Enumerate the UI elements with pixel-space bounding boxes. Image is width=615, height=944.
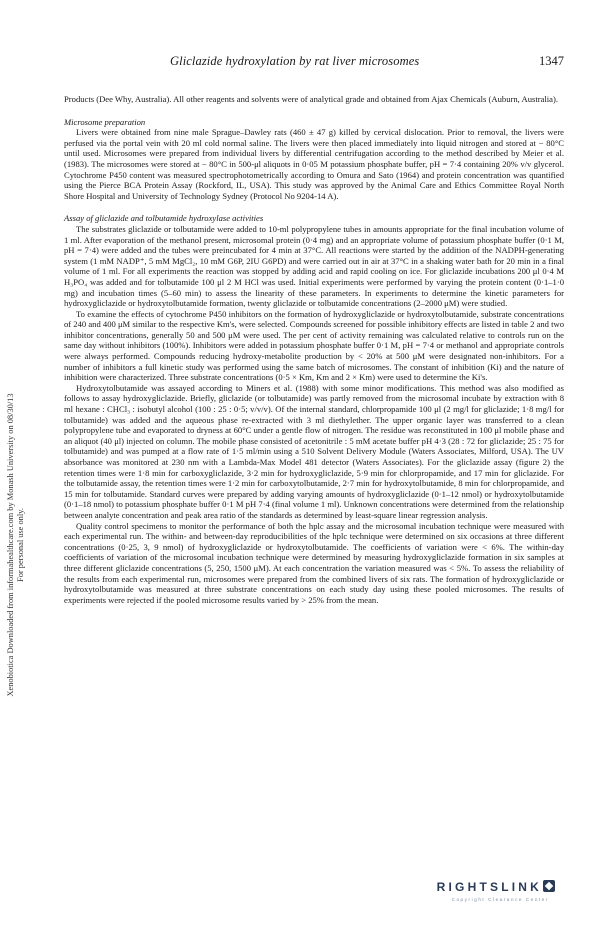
heading-microsome-preparation: Microsome preparation (64, 116, 146, 127)
running-title: Gliclazide hydroxylation by rat liver microsomes (170, 54, 420, 68)
rightslink-tagline: Copyright Clearance Center (451, 897, 549, 902)
rightslink-logo-text: RIGHTSLINK (436, 880, 542, 894)
rightslink-mark-icon (543, 880, 555, 892)
paragraph-microsome: Livers were obtained from nine male Sprague–Dawley rats (460 ± 47 g) killed by cervical dislocation. Prior to removal, the livers were perfused via the portal vein with 20 ml cold normal saline. The livers were then placed immediately into liquid nitrogen and stored at − 80°C until used. Microsomes were prepared from individual livers by differential centrifugation according to the method described by Meier et al. (1983). The microsomes were stored at − 80°C in 500-μl aliquots in 0·05 M potassium phosphate buffer, pH = 7·4 containing 20% v/v glycerol. Cytochrome P450 content was measured spectrophotometrically according to Omura and Sato (1964) and protein concentration was quantified using the Pierce BCA Protein Assay (Rockford, IL, USA). This study was approved by the Animal Care and Ethics Committee Royal North Shore Hospital and University of Technology Sydney (Protocol No 9204-14 A). (64, 127, 564, 201)
page-header (64, 54, 564, 70)
download-watermark (6, 280, 26, 810)
watermark-line-2: For personal use only. (16, 508, 25, 582)
paragraph-assay-1: The substrates gliclazide or tolbutamide were added to 10-ml polypropylene tubes in amounts appropriate for the final incubation volume of 1 ml. After evaporation of the methanol present, microsomal protein (0·4 mg) and an appropriate volume of potassium phosphate buffer (0·1 M, pH = 7·4) were added and the tubes were preincubated for 4 min at 37°C. All reactions were started by the addition of the NADPH-generating system (1 mM NADP⁺, 5 mM MgCl₂, 10 mM G6P, 2IU G6PD) and were carried out in air at 37°C in a shaking water bath for 20 min in a final volume of 1 ml. For all experiments the reaction was stopped by adding acid and rapid cooling on ice. For gliclazide incubations 200 μl 0·4 M H₃PO₄ was added and for tolbutamide 100 μl 2 M HCl was used. Initial experiments were performed by varying the protein content (0·1–1·0 mg) and incubation times (5–60 min) to assess the linearity of these parameters. In experiments to determine the kinetic parameters for hydroxygliclazide or hydroxytolbutamide formation, twenty gliclazide or tolbutamide concentrations (2–2000 μM) were studied. (64, 223, 564, 309)
watermark-line-1: Xenobiotica Downloaded from informahealthcare.com by Monash University on 08/30/13 (6, 393, 15, 697)
page-number: 1347 (539, 54, 564, 68)
paragraph-products: Products (Dee Why, Australia). All other reagents and solvents were of analytical grade and obtained from Ajax Chemicals (Auburn, Australia). (64, 94, 558, 104)
heading-assay: Assay of gliclazide and tolbutamide hydroxylase activities (64, 213, 264, 224)
rightslink-logo[interactable] (437, 880, 555, 894)
paragraph-assay-4: Quality control specimens to monitor the performance of both the hplc assay and the microsomal incubation technique were measured with each experimental run. The within- and between-day reproducibilities of the hplc technique were determined on six occasions at three different concentrations (0·25, 3, 9 nmol) of hydroxygliclazide or hydroxytolbutamide. The coefficients of variation were < 6%. The within-day coefficients of variation of the microsomal incubation technique were determined by measuring hydroxygliclazide formation in six samples at three different gliclazide concentrations (5, 250, 1500 μM). At each concentration the variation measured was < 5%. To assess the reliability of the results from each experimental run, microsomes were prepared from the combined livers of six rats. The formation of hydroxygliclazide or hydroxytolbutamide was measured at three substrate concentrations on each study day using these pooled microsomes. The results of experiments were rejected if the pooled microsome results varied by > 25% from the mean. (64, 520, 564, 605)
paragraph-assay-3: Hydroxytolbutamide was assayed according to Miners et al. (1988) with some minor modifications. This method was also modified as follows to assay hydroxygliclazide. Briefly, gliclazide (or tolbutamide) was partly removed from the microsomal incubate by extraction with 8 ml hexane : CHCl₃ : isobutyl alcohol (100 : 25 : 0·5; v/v/v). Of the internal standard, chlorpropamide 100 μl (2 mg/l for gliclazide; 1·8 mg/l for tolbutamide) was added and the aqueous phase re-extracted with 3 ml diethylether. The upper organic layer was transferred to a clean polypropylene tube and evaporated to dryness at 60°C under a gentle flow of nitrogen. The residue was reconstituted in 100 μl mobile phase and an aliquot (40 μl) injected on column. The mobile phase consisted of acetonitrile : 5 mM acetate buffer pH 4·3 (28 : 72 for gliclazide; 25 : 75 for tolbutamide) and was pumped at a flow rate of 1·5 ml/min using a 510 Solvent Delivery Module (Waters Associates, Milford, USA). The UV absorbance was monitored at 230 nm with a Lambda-Max Model 481 detector (Waters Associates). For the gliclazide assay (figure 2) the retention times were 1·8 min for carboxygliclazide, 3·2 min for hydroxygliclazide, 5·9 min for chlorpropamide, and 17 min for gliclazide. For the tolbutamide assay, the retention times were 1·2 min for carboxytolbutamide, 2·7 min for hydroxytolbutamide, 8 min for chlorpropamide, and 15 min for tolbutamide. Standard curves were prepared by adding varying amounts of hydroxygliclazide (0·1–12 nmol) or hydroxytolbutamide (0·1–18 nmol) to potassium phosphate buffer 0·1 M pH 7·4 (final volume 1 ml). Unknown concentrations were determined from the relationship between analyte concentration and peak area ratio of the standards as determined by least-square linear regression analysis. (64, 382, 564, 520)
article-body (64, 94, 564, 605)
paragraph-assay-2: To examine the effects of cytochrome P450 inhibitors on the formation of hydroxygliclazide or hydroxytolbutamide, substrate concentrations of 240 and 400 μM similar to the respective Km's, were selected. Compounds screened for possible inhibitory effects are listed in table 2 and two inhibitor concentrations, generally 50 and 500 μM were used. The per cent of activity remaining was calculated relative to controls run on the same day without inhibitors (100%). Inhibitors were added in potassium phosphate buffer 0·1 M, pH = 7·4 or methanol and appropriate controls were always performed. Compounds reducing hydroxy-metabolite production by < 20% at 500 μM were designated non-inhibitors. For a number of inhibitors a full kinetic study was performed using the same batch of microsomes. The constant of inhibition (Ki) and the nature of inhibition were characterized. Three substrate concentrations (0·5 × Km, Km and 2 × Km) were used to determine the Ki's. (64, 308, 565, 383)
